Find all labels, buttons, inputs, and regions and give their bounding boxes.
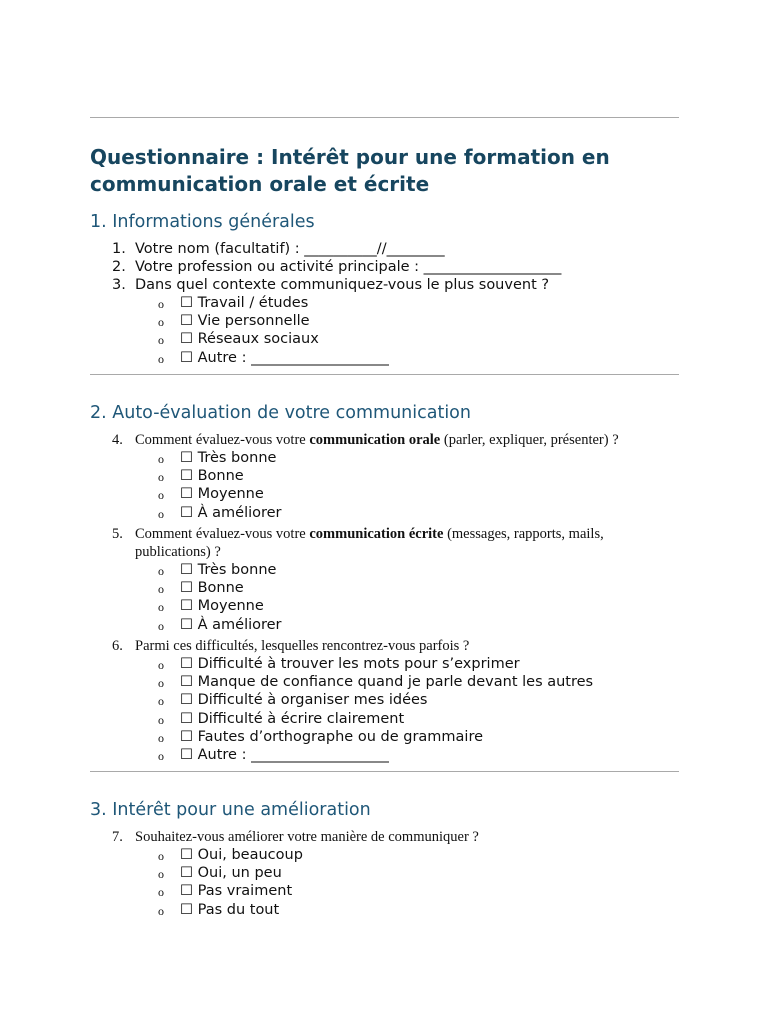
option-label: ☐ Pas vraiment [180,883,293,900]
option-item[interactable] [90,655,679,673]
bullet-icon: o [158,488,164,503]
section-divider [90,771,679,772]
question-text: Votre nom (facultatif) : __________//________ [135,241,445,257]
option-label: ☐ Bonne [180,580,244,597]
bullet-icon: o [158,618,164,633]
option-item[interactable] [90,467,679,485]
option-item[interactable] [90,616,679,634]
option-item[interactable] [90,728,679,746]
option-item[interactable] [90,597,679,615]
bullet-icon: o [158,730,164,745]
section-heading-self-assessment: 2. Auto-évaluation de votre communication [90,403,471,423]
bullet-icon: o [158,658,164,672]
top-divider [90,117,679,118]
option-label: ☐ Manque de confiance quand je parle devant les autres [180,674,594,691]
question-text: Dans quel contexte communiquez-vous le plus souvent ? [135,277,550,294]
bullet-icon: o [158,351,164,366]
question-number: 2. [112,259,126,276]
question-number: 7. [112,829,123,845]
question-text-end: (messages, rapports, mails, publications) ? [135,526,604,560]
option-item[interactable] [90,864,679,882]
option-label: ☐ Très bonne [180,450,277,466]
section-divider [90,374,679,375]
section-heading-general-info: 1. Informations générales [90,212,315,232]
option-item[interactable] [90,561,679,579]
bullet-icon: o [158,297,164,311]
option-label: ☐ Oui, un peu [180,865,282,882]
option-label: ☐ À améliorer [180,504,282,521]
question-4 [90,432,679,450]
question-4-options [90,449,679,522]
option-item[interactable] [90,294,679,312]
question-text-end: (parler, expliquer, présenter) ? [440,432,619,448]
bullet-icon: o [158,885,164,900]
option-label: ☐ Bonne [180,468,244,485]
question-text: Comment évaluez-vous votre [135,432,310,448]
question-number: 4. [112,432,123,448]
option-item[interactable] [90,846,679,864]
question-emphasis: communication orale [309,432,441,448]
bullet-icon: o [158,506,164,521]
bullet-icon: o [158,867,164,882]
question-number: 5. [112,526,123,542]
question-3 [90,276,679,294]
bullet-icon: o [158,582,164,597]
option-label: ☐ Moyenne [180,598,264,615]
question-text: Parmi ces difficultés, lesquelles rencontrez-vous parfois ? [135,638,470,654]
question-number: 6. [112,638,123,654]
question-number: 3. [112,277,126,294]
question-text: Votre profession ou activité principale : ___________________ [135,259,562,276]
question-text: Souhaitez-vous améliorer votre manière de communiquer ? [135,829,479,845]
question-4-block [90,432,679,450]
bullet-icon: o [158,676,164,691]
option-label: ☐ Difficulté à écrire clairement [180,710,405,727]
option-label: ☐ Fautes d’orthographe ou de grammaire [180,728,484,745]
bullet-icon: o [158,712,164,727]
option-label: ☐ Oui, beaucoup [180,847,303,863]
section-heading-improvement-interest: 3. Intérêt pour une amélioration [90,800,371,820]
bullet-icon: o [158,470,164,485]
option-label: ☐ Difficulté à trouver les mots pour s’exprimer [180,656,520,672]
option-item[interactable] [90,485,679,503]
question-7-block [90,829,679,847]
bullet-icon: o [158,600,164,615]
section-1-questions [90,240,679,295]
option-item[interactable] [90,579,679,597]
option-item[interactable] [90,673,679,691]
option-label: ☐ Pas du tout [180,901,280,918]
question-7-options [90,846,679,919]
option-label: ☐ Travail / études [180,295,309,311]
bullet-icon: o [158,849,164,863]
option-item[interactable] [90,449,679,467]
bullet-icon: o [158,333,164,348]
option-item[interactable] [90,882,679,900]
bullet-icon: o [158,749,164,764]
option-label: ☐ Moyenne [180,486,264,503]
bullet-icon: o [158,452,164,466]
option-item[interactable] [90,691,679,709]
question-6 [90,638,679,656]
option-item[interactable] [90,312,679,330]
option-label: ☐ À améliorer [180,616,282,633]
question-5 [90,526,679,561]
question-5-options [90,561,679,634]
question-6-block [90,638,679,656]
bullet-icon: o [158,903,164,918]
question-text: Comment évaluez-vous votre [135,526,310,542]
question-3-options [90,294,679,367]
option-item[interactable] [90,349,679,367]
bullet-icon: o [158,315,164,330]
option-label: ☐ Vie personnelle [180,313,310,330]
bullet-icon: o [158,694,164,709]
bullet-icon: o [158,564,164,578]
question-1 [90,240,679,258]
question-6-options [90,655,679,764]
option-label: ☐ Réseaux sociaux [180,331,319,348]
option-label: ☐ Autre : ___________________ [180,747,389,764]
option-label: ☐ Difficulté à organiser mes idées [180,692,428,709]
question-2 [90,258,679,276]
option-item[interactable] [90,746,679,764]
option-label: ☐ Très bonne [180,562,277,578]
option-label: ☐ Autre : ___________________ [180,349,389,366]
option-item[interactable] [90,901,679,919]
option-item[interactable] [90,330,679,348]
question-emphasis: communication écrite [309,526,444,542]
question-number: 1. [112,241,126,257]
option-item[interactable] [90,710,679,728]
question-7 [90,829,679,847]
document-title: Questionnaire : Intérêt pour une formation en communication orale et écrite [90,145,610,196]
option-item[interactable] [90,504,679,522]
question-5-block [90,526,679,561]
